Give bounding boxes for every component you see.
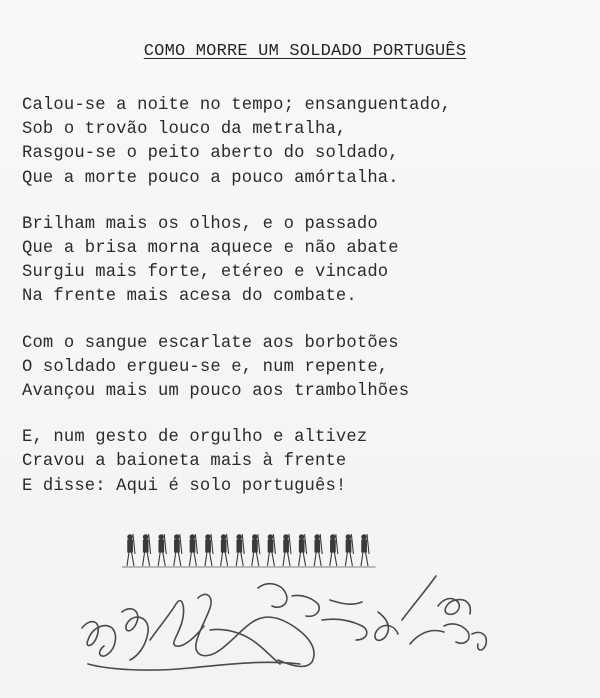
poem-line: O soldado ergueu-se e, num repente,: [22, 357, 389, 377]
stanza-1: [22, 94, 592, 191]
stanza-2: [22, 213, 592, 310]
poem-line: E, num gesto de orgulho e altivez: [22, 428, 368, 448]
poem-line: Rasgou-se o peito aberto do soldado,: [22, 144, 399, 164]
soldier-figure-icon: [174, 534, 182, 566]
soldier-figure-icon: [361, 534, 369, 566]
soldier-figure-icon: [127, 534, 135, 566]
poem-line: Na frente mais acesa do combate.: [22, 287, 357, 307]
poem-body: [22, 94, 592, 521]
handwritten-signature-icon: [82, 576, 486, 670]
soldier-figure-icon: [267, 534, 275, 566]
poem-line: E disse: Aqui é solo português!: [22, 476, 347, 496]
poem-line: Com o sangue escarlate aos borbotões: [22, 333, 399, 353]
soldier-figure-icon: [205, 534, 213, 566]
stanza-4: [22, 426, 592, 499]
soldier-figure-icon: [158, 534, 166, 566]
poem-line: Cravou a baioneta mais à frente: [22, 452, 347, 472]
soldier-figure-icon: [252, 534, 260, 566]
poem-line: Surgiu mais forte, etéreo e vincado: [22, 263, 389, 283]
poem-line: Brilham mais os olhos, e o passado: [22, 214, 378, 234]
soldier-figure-icon: [143, 534, 151, 566]
soldier-figure-icon: [189, 534, 197, 566]
poem-title: COMO MORRE UM SOLDADO PORTUGUÊS: [143, 42, 467, 61]
soldier-figure-icon: [299, 534, 307, 566]
soldier-figure-icon: [314, 534, 322, 566]
poem-line: Que a brisa morna aquece e não abate: [22, 239, 399, 259]
soldier-figure-icon: [345, 534, 353, 566]
soldier-figure-icon: [236, 534, 244, 566]
stanza-3: [22, 332, 592, 405]
poem-line: Sob o trovão louco da metralha,: [22, 120, 347, 140]
soldier-row-icon: [122, 534, 376, 567]
poem-line: Calou-se a noite no tempo; ensanguentado,: [22, 96, 452, 115]
poem-line: Avançou mais um pouco aos trambolhões: [22, 382, 410, 402]
poem-line: Que a morte pouco a pouco amórtalha.: [22, 168, 399, 188]
soldier-figure-icon: [283, 534, 291, 566]
soldier-figure-icon: [221, 534, 229, 566]
soldier-figure-icon: [330, 534, 338, 566]
